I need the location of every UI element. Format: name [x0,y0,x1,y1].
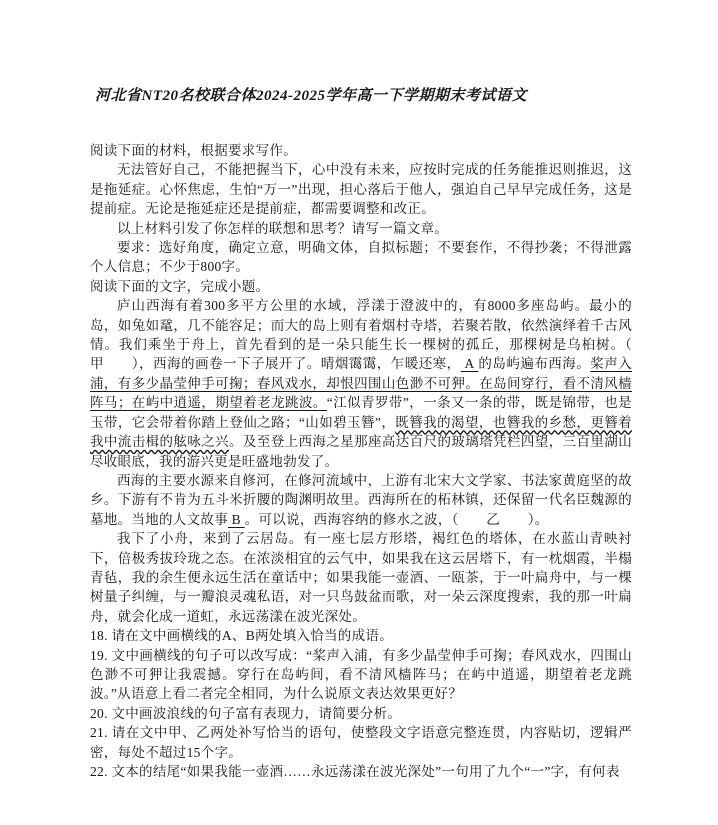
question-20-text: 20. 文中画波浪线的句子富有表现力，请简要分析。 [90,705,402,721]
writing-requirements-text: 要求：选好角度，确定立意，明确文体，自拟标题；不要套作，不得抄袭；不得泄露个人信息；不少于800字。 [90,240,632,275]
writing-requirements-paragraph [90,238,632,277]
reading-task-intro [90,277,632,296]
question-18 [90,626,632,645]
writing-prompt-paragraph [90,219,632,238]
question-21 [90,723,632,762]
passage-2-tail: 。可以说，西海容纳的修水之波，（ 乙 ）。 [244,511,549,527]
question-21-text: 21. 请在文中甲、乙两处补写恰当的语句，使整段文字语意完整连贯，内容贴切，逻辑严密，每处不超过15个字。 [90,725,632,760]
passage-3-text: 我下了小舟，来到了云居岛。有一座七层方形塔，褐红色的塔体，在水蓝山青映衬下，倍极秀拔玲珑之态。在浓淡相宜的云气中，如果我在这云居塔下，有一枕烟霞，半榻青毡，我的余生便永远生活在童话中；如果我能一壶酒、一瓯茶，于一叶扁舟中，与一棵树量子纠缠，与一瓣浪灵魂私语，对一只鸟鼓盆而歌，对一朵云深度搜索，我的那一叶扁舟，就会化成一道虹，永远荡漾在波光深处。 [90,531,632,624]
question-19 [90,646,632,704]
wavy-underlined-sentence: 既簪我的渴望，也簪我的乡愁，更簪着我中流击楫的舷咏之兴 [90,414,632,450]
question-18-text: 18. 请在文中画横线的A、B两处填入恰当的成语。 [90,628,394,644]
question-19-text: 19. 文中画横线的句子可以改写成：“桨声入浦，有多少晶莹伸手可掬；春风戏水，四围山色渺不可狎让我震撼。穿行在岛屿间，看不清风樯阵马；在屿中逍遥，期望着老龙跳波。”从语意上看二者完全相同，为什么说原文表达效果更好？ [90,647,632,702]
passage-1-after-blank: 的岛屿遍布西海。 [478,356,591,372]
passage-1-tail: 。及至登上西海之星那座高达百尺的玻璃塔凭栏四望，三百里湖山尽收眼底，我的游兴更是旺盛地勃发了。 [90,434,632,469]
question-22 [90,762,632,781]
underlined-sentence: 桨声入浦，有多少晶莹伸手可掬；春风戏水，却恨四围山色渺不可狎。在岛间穿行，看不清风樯阵马；在屿中逍遥，期望着老龙跳波。 [90,356,633,411]
blank-b: B [228,511,245,527]
passage-paragraph-2 [90,471,632,529]
passage-1-mid: “江似青罗带”，一条又一条的带，既是锦带，也是玉带，它会带着你踏上登仙之路；“山如碧玉簪”， [90,395,632,430]
question-22-text: 22. 文本的结尾“如果我能一壶酒……永远荡漾在波光深处”一句用了九个“一”字，有何表 [90,764,620,779]
writing-task-intro [90,141,632,160]
writing-task-intro-text: 阅读下面的材料，根据要求写作。 [90,143,297,158]
writing-prompt-text: 以上材料引发了你怎样的联想和思考？请写一篇文章。 [117,220,449,236]
blank-a: A [460,356,479,372]
document-body [90,141,660,781]
passage-paragraph-3 [90,529,632,626]
writing-material-text: 无法管好自己，不能把握当下，心中没有未来，应按时完成的任务能推迟则推迟，这是拖延症。心怀焦虑，生怕“万一”出现，担心落后于他人，强迫自己早早完成任务，这是提前症。无论是拖延症还是提前症，都需要调整和改正。 [90,162,632,217]
passage-1-lead: 庐山西海有着300多平方公里的水域，浮漾于澄波中的，有8000多座岛屿。最小的岛，如兔如鼋，几不能容足；而大的岛上则有着烟村寺塔，若聚若散，依然演绎着千古风情。我们乘坐于舟上，首先看到的是一朵只能生长一棵树的孤丘，那棵树是乌桕树。（ 甲 ），西海的画卷一下子展开了。晴烟霭霭，乍暖还寒， [90,298,660,372]
passage-2-lead: 西海的主要水源来自修河，在修河流域中，上游有北宋大文学家、书法家黄庭坚的故乡。下游有不肯为五斗米折腰的陶渊明故里。西海所在的柘林镇，还保留一代名臣魏源的墓地。当地的人文故事 [90,472,632,527]
question-20 [90,704,632,723]
reading-task-intro-text: 阅读下面的文字，完成小题。 [90,278,270,294]
passage-paragraph-1 [90,296,660,471]
page-title: 河北省NT20名校联合体2024-2025学年高一下学期期末考试语文 [95,88,527,104]
writing-material-paragraph [90,160,632,218]
